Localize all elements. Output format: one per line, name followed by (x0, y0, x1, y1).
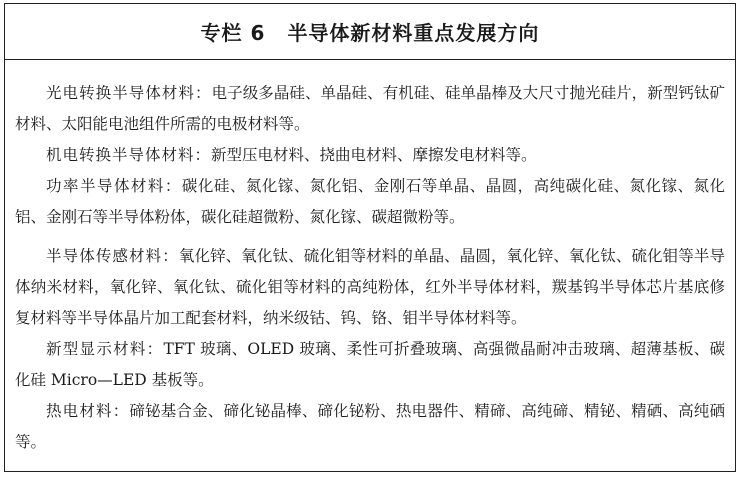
paragraph-photoelectric (15, 78, 725, 140)
paragraph-term: 热电材料： (46, 402, 130, 420)
paragraph-text: TFT 玻璃、OLED 玻璃、柔性可折叠玻璃、高强微晶耐冲击玻璃、超薄基板、碳化硅 Micro—LED 基板等。 (15, 340, 725, 389)
paragraph-text: 碳化硅、氮化镓、氮化铝、金刚石等单晶、晶圆，高纯碳化硅、氮化镓、氮化铝、金刚石等半导体粉体，碳化硅超微粉、氮化镓、碳超微粉等。 (15, 177, 725, 226)
paragraph-text: 碲铋基合金、碲化铋晶棒、碲化铋粉、热电器件、精碲、高纯碲、精铋、精硒、高纯硒等。 (15, 402, 725, 451)
paragraph-term: 光电转换半导体材料： (46, 84, 212, 102)
feature-box (4, 3, 736, 472)
paragraph-term: 半导体传感材料： (46, 247, 179, 265)
box-title-text: 半导体新材料重点发展方向 (287, 21, 540, 45)
paragraph-power-semiconductor (15, 171, 725, 233)
box-header (5, 4, 735, 60)
paragraph-term: 机电转换半导体材料： (46, 146, 212, 164)
box-title (201, 17, 540, 46)
paragraph-thermoelectric (15, 396, 725, 458)
paragraph-text: 新型压电材料、挠曲电材料、摩擦发电材料等。 (211, 146, 537, 164)
box-title-prefix: 专栏 6 (200, 21, 266, 45)
paragraph-text: 氧化锌、氧化钛、硫化钼等材料的单晶、晶圆，氧化锌、氧化钛、硫化钼等半导体纳米材料，氧化锌、氧化钛、硫化钼等材料的高纯粉体，红外半导体材料，羰基钨半导体芯片基底修复材料等半导体晶片加工配套材料，纳米级钴、钨、铬、钼半导体材料等。 (15, 247, 725, 327)
paragraph-electromechanical (15, 140, 725, 171)
box-body (5, 60, 735, 458)
paragraph-term: 新型显示材料： (46, 340, 164, 358)
paragraph-term: 功率半导体材料： (46, 177, 182, 195)
paragraph-text: 电子级多晶硅、单晶硅、有机硅、硅单晶棒及大尺寸抛光硅片，新型钙钛矿材料、太阳能电池组件所需的电极材料等。 (15, 84, 725, 133)
paragraph-display (15, 334, 725, 396)
paragraph-sensing (15, 241, 725, 334)
